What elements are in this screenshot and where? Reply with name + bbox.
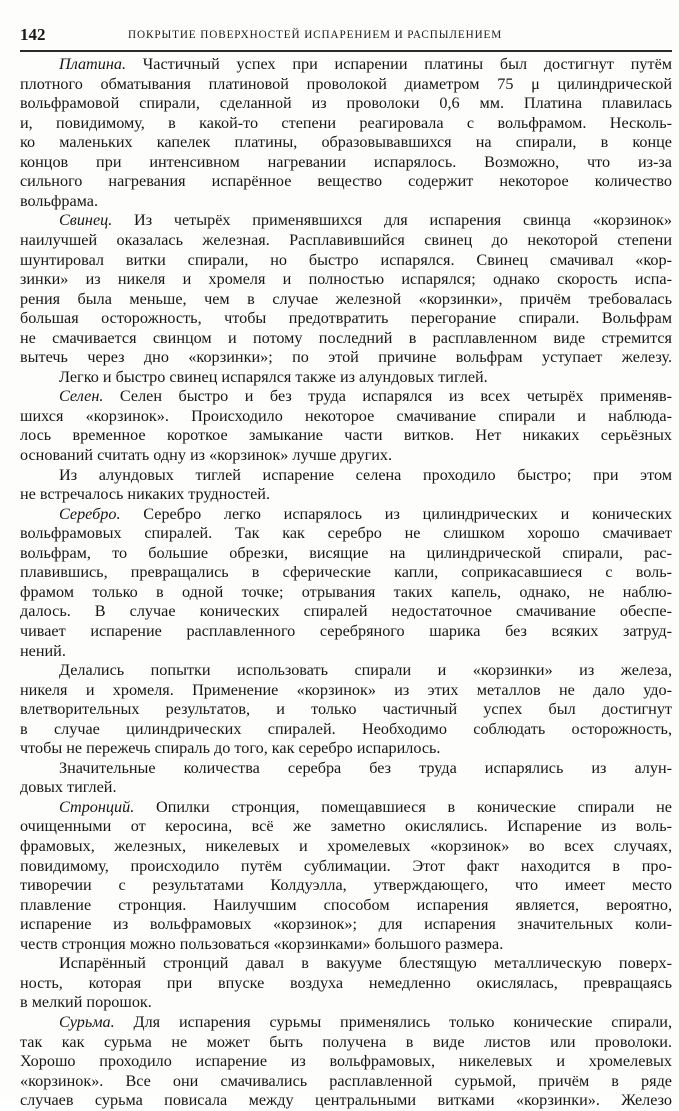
text-line (20, 562, 672, 583)
line-text: случаев сурьма повисала между центральными витками «корзинки». Железо (20, 1091, 672, 1110)
text-line (59, 386, 672, 407)
text-line (20, 347, 672, 368)
line-text: в мелкий порошок. (20, 993, 152, 1012)
line-text: так как сурьма не может быть получена в виде листов или проволоки. (20, 1032, 672, 1051)
text-line (59, 54, 672, 75)
line-text: вольфрамовой спирали, сделанной из проволоки 0,6 мм. Платина плавилась (20, 94, 672, 113)
text-line (20, 1071, 672, 1092)
page-number: 142 (20, 25, 46, 44)
line-text: никеля и хромеля. Применение «корзинок» из этих металлов не дало удо- (20, 680, 672, 699)
line-text: повидимому, происходило путём сублимации. Этот факт находится в про- (20, 856, 672, 875)
line-text: чтобы не пережечь спираль до того, как серебро испарилось. (20, 739, 441, 758)
text-line (20, 621, 672, 642)
text-line (20, 425, 672, 446)
text-line (20, 230, 672, 251)
text-line (20, 132, 672, 153)
line-text: шихся «корзинок». Происходило некоторое смачивание спирали и наблюда- (20, 406, 672, 425)
line-text: испарение из вольфрамовых «корзинок»; для испарения значительных коли- (20, 915, 672, 934)
paragraph-lead-term: Селен. (59, 387, 104, 406)
text-line (20, 406, 672, 427)
line-text: не смачивается свинцом и потому последний в расплавленном виде стремится (20, 328, 672, 347)
paragraph-lead-term: Сурьма. (59, 1012, 115, 1031)
line-text: лось временное короткое замыкание части витков. Нет никаких серьёзных (20, 426, 672, 445)
text-line (20, 543, 672, 564)
line-text: Для испарения сурьмы применялись только конические спирали, (114, 1012, 672, 1031)
text-line (20, 719, 672, 740)
text-line (20, 582, 672, 603)
text-line (20, 914, 672, 935)
line-text: фрамом только в одной точке; отрывания таких капель, однако, не наблю- (20, 582, 672, 601)
line-text: нений. (20, 641, 66, 660)
line-text: плавление стронция. Наилучшим способом испарения является, вероятно, (20, 895, 672, 914)
line-text: плотного обматывания платиновой проволокой диаметром 75 μ цилиндрической (20, 74, 672, 93)
text-line (59, 1012, 672, 1033)
text-line (20, 680, 672, 701)
text-line (20, 895, 672, 916)
text-line (20, 289, 672, 310)
line-text: Хорошо проходило испарение из вольфрамовых, никелевых и хромелевых (20, 1052, 672, 1071)
line-text: вольфрамовых спиралей. Так как серебро не слишком хорошо смачивает (20, 524, 672, 543)
line-text: ность, которая при впуске воздуха немедленно окислялась, превращаясь (20, 973, 672, 992)
text-line (20, 934, 672, 955)
paragraph-lead-term: Серебро. (59, 504, 121, 523)
line-text: влетворительных результатов, и только частичный успех был достигнут (20, 700, 672, 719)
text-line (20, 816, 672, 837)
text-line (20, 250, 672, 271)
text-line (20, 445, 672, 466)
line-text: честв стронция можно пользоваться «корзинками» большого размера. (20, 934, 504, 953)
line-text: Делались попытки использовать спирали и «корзинки» из железа, (59, 661, 672, 680)
text-line (20, 641, 672, 662)
line-text: довых тиглей. (20, 778, 117, 797)
text-line (20, 523, 672, 544)
line-text: «корзинок». Все они смачивались расплавленной сурьмой, причём в ряде (20, 1071, 672, 1090)
text-line (20, 113, 672, 134)
text-line (20, 191, 672, 212)
line-text: сильного нагревания испарённое вещество содержит некоторое количество (20, 172, 672, 191)
line-text: большая осторожность, чтобы предотвратить перегорание спирали. Вольфрам (20, 309, 672, 328)
text-line (20, 1090, 672, 1111)
line-text: в случае цилиндрических спиралей. Необходимо соблюдать осторожность, (20, 719, 672, 738)
line-text: не встречалось никаких трудностей. (20, 485, 271, 504)
text-line (20, 152, 672, 173)
line-text: и, повидимому, в какой-то степени реагировала с вольфрамом. Несколь- (20, 113, 672, 132)
line-text: оснований считать одну из «корзинок» лучше других. (20, 446, 393, 464)
text-line (20, 74, 672, 95)
text-line (59, 953, 672, 974)
line-text: вольфрама. (20, 191, 99, 210)
text-line (20, 992, 672, 1013)
text-line (20, 269, 672, 290)
text-line (20, 484, 672, 505)
line-text: Из четырёх применявшихся для испарения свинца «корзинок» (112, 211, 672, 230)
text-line (59, 660, 672, 681)
line-text: Серебро легко испарялось из цилиндрических и конических (120, 504, 672, 523)
line-text: очищенными от керосина, всё же заметно окислялись. Испарение из воль- (20, 817, 672, 836)
text-line (20, 308, 672, 329)
line-text: плавившись, превращались в сферические капли, соприкасавшиеся с воль- (20, 563, 672, 582)
line-text: концов при интенсивном нагревании испарялось. Возможно, что из-за (20, 152, 672, 171)
running-title: ПОКРЫТИЕ ПОВЕРХНОСТЕЙ ИСПАРЕНИЕМ И РАСПЫЛЕНИЕМ (128, 29, 503, 41)
line-text: чивает испарение расплавленного серебряного шарика без всяких затруд- (20, 621, 672, 640)
text-line (20, 836, 672, 857)
text-line (20, 875, 672, 896)
line-text: Значительные количества серебра без труда испарялись из алун- (59, 758, 672, 777)
line-text: фрамовых, железных, никелевых и хромелевых «корзинок» во всех случаях, (20, 837, 672, 855)
text-line (59, 465, 672, 486)
line-text: Опилки стронция, помещавшиеся в конические спирали не (134, 797, 672, 816)
text-line (59, 367, 672, 388)
line-text: ко маленьких капелек платины, образовывавшихся на спирали, в конце (20, 133, 672, 152)
text-line (20, 601, 672, 622)
paragraph-lead-term: Платина. (59, 55, 126, 73)
text-line (59, 797, 672, 818)
line-text: тиворечии с результатами Колдуэлла, утверждающего, что имеет место (20, 876, 672, 895)
text-line (20, 738, 672, 759)
header-rule (20, 50, 672, 52)
text-line (59, 210, 672, 231)
line-text: наилучшей оказалась железная. Расплавившийся свинец до некоторой степени (20, 230, 672, 249)
paragraph-lead-term: Стронций. (59, 797, 135, 816)
line-text: Частичный успех при испарении платины был достигнут путём (126, 55, 672, 73)
text-line (20, 699, 672, 720)
text-line (59, 758, 672, 779)
line-text: вольфрам, то большие обрезки, висящие на цилиндрической спирали, рас- (20, 543, 672, 562)
text-line (20, 171, 672, 192)
line-text: Легко и быстро свинец испарялся также из алундовых тиглей. (59, 367, 488, 386)
text-line (20, 1051, 672, 1072)
paragraph-lead-term: Свинец. (59, 211, 113, 230)
text-line (20, 973, 672, 994)
text-line (20, 856, 672, 877)
line-text: рения была меньше, чем в случае железной «корзинки», причём требовалась (20, 289, 672, 308)
line-text: Испарённый стронций давал в вакууме блестящую металлическую поверх- (59, 954, 672, 973)
text-line (20, 777, 672, 798)
line-text: зинки» из никеля и хромеля и полностью испарялся; однако скорость испа- (20, 270, 672, 289)
text-line (20, 93, 672, 114)
line-text: Из алундовых тиглей испарение селена проходило быстро; при этом (59, 465, 672, 484)
text-line (59, 504, 672, 525)
line-text: вытечь через дно «корзинки»; по этой причине вольфрам уступает железу. (20, 348, 672, 367)
line-text: далось. В случае конических спиралей недостаточное смачивание обеспе- (20, 602, 672, 621)
text-line (20, 1032, 672, 1053)
text-line (20, 328, 672, 349)
line-text: Селен быстро и без труда испарялся из всех четырёх применяв- (103, 387, 672, 406)
line-text: шунтировал витки спирали, но быстро испарялся. Свинец смачивал «кор- (20, 250, 672, 269)
